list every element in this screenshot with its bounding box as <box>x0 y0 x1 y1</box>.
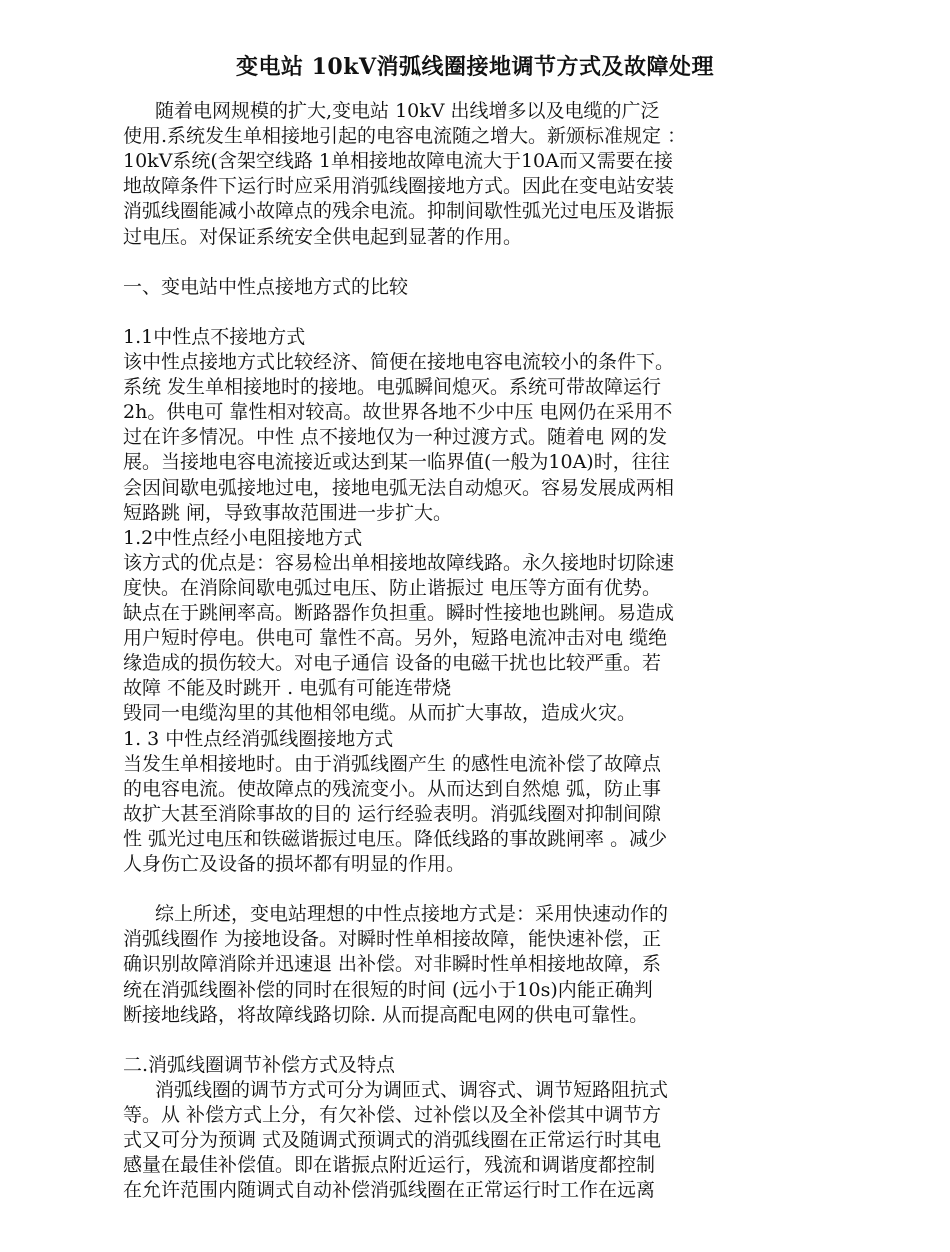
text-line: 消弧线圈能减小故障点的残余电流。抑制间歇性弧光过电压及谐振 <box>123 200 675 223</box>
text-line: 式又可分为预调 式及随调式预调式的消弧线圈在正常运行时其电 <box>123 1129 662 1152</box>
text-line: 度快。在消除间歇电弧过电压、防止谐振过 电压等方面有优势。 <box>123 576 662 599</box>
text-line: 2h。供电可 靠性相对较高。故世界各地不少中压 电网仍在采用不 <box>123 401 673 424</box>
text-line: 故扩大甚至消除事故的目的 运行经验表明。消弧线圈对抑制间隙 <box>123 802 662 825</box>
text-line: 展。当接地电容电流接近或达到某一临界值(一般为10A)时，往往 <box>123 451 670 474</box>
text-line: 1.1中性点不接地方式 <box>123 325 306 348</box>
text-line: 消弧线圈作 为接地设备。对瞬时性单相接故障，能快速补偿，正 <box>123 928 662 951</box>
text-line: 故障 不能及时跳开 . 电弧有可能连带烧 <box>123 677 452 700</box>
text-line: 消弧线圈的调节方式可分为调匝式、调容式、调节短路阻抗式 <box>155 1078 669 1101</box>
text-line: 随着电网规模的扩大,变电站 10kV 出线增多以及电缆的广泛 <box>155 100 660 122</box>
text-line: 综上所述，变电站理想的中性点接地方式是：采用快速动作的 <box>155 903 669 926</box>
text-line: 断接地线路，将故障线路切除. 从而提高配电网的供电可靠性。 <box>123 1003 649 1026</box>
text-line: 该方式的优点是：容易检出单相接地故障线路。永久接地时切除速 <box>123 551 675 574</box>
document-title: 变电站 10kV消弧线圈接地调节方式及故障处理 <box>235 54 715 80</box>
text-line: 短路跳 闸，导致事故范围进一步扩大。 <box>123 501 453 524</box>
text-line: 人身伤亡及设备的损坏都有明显的作用。 <box>123 853 466 875</box>
text-line: 过电压。对保证系统安全供电起到显著的作用。 <box>123 225 523 248</box>
text-line: 地故障条件下运行时应采用消弧线圈接地方式。因此在变电站安装 <box>123 175 675 198</box>
text-line: 等。从 补偿方式上分，有欠补偿、过补偿以及全补偿其中调节方 <box>123 1104 662 1126</box>
text-line: 缘造成的损伤较大。对电子通信 设备的电磁干扰也比较严重。若 <box>123 652 662 675</box>
text-line: 缺点在于跳闸率高。断路器作负担重。瞬时性接地也跳闸。易造成 <box>123 602 675 624</box>
text-line: 感量在最佳补偿值。即在谐振点附近运行，残流和调谐度都控制 <box>123 1154 656 1177</box>
text-line: 过在许多情况。中性 点不接地仅为一种过渡方式。随着电 网的发 <box>123 426 668 449</box>
text-line: 1.2中性点经小电阻接地方式 <box>123 526 363 549</box>
text-line: 使用.系统发生单相接地引起的电容电流随之增大。新颁标准规定 ： <box>123 125 687 148</box>
text-line: 在允许范围内随调式自动补偿消弧线圈在正常运行时工作在远离 <box>123 1179 656 1202</box>
text-line: 该中性点接地方式比较经济、简便在接地电容电流较小的条件下。 <box>123 351 675 373</box>
text-line: 的电容电流。使故障点的残流变小。从而达到自然熄 弧，防止事 <box>123 777 662 800</box>
text-line: 当发生单相接地时。由于消弧线圈产生 的感性电流补偿了故障点 <box>123 752 662 775</box>
text-line: 毁同一电缆沟里的其他相邻电缆。从而扩大事故，造成火灾。 <box>123 702 637 725</box>
text-line: 10kV系统(含架空线路 1单相接地故障电流大于10A而又需要在接 <box>123 150 673 173</box>
text-line: 二.消弧线圈调节补偿方式及特点 <box>123 1053 396 1076</box>
text-line: 统在消弧线圈补偿的同时在很短的时间 (远小于10s)内能正确判 <box>123 978 653 1001</box>
text-line: 确识别故障消除并迅速退 出补偿。对非瞬时性单相接地故障，系 <box>123 953 662 976</box>
text-line: 性 弧光过电压和铁磁谐振过电压。降低线路的事故跳闸率 。减少 <box>123 827 668 850</box>
text-line: 一、变电站中性点接地方式的比较 <box>123 275 409 298</box>
text-line: 系统 发生单相接地时的接地。电弧瞬间熄灭。系统可带故障运行 <box>123 376 662 399</box>
text-line: 1. 3 中性点经消弧线圈接地方式 <box>123 727 394 750</box>
text-line: 用户短时停电。供电可 靠性不高。另外，短路电流冲击对电 缆绝 <box>123 627 668 650</box>
text-line: 会因间歇电弧接地过电，接地电弧无法自动熄灭。容易发展成两相 <box>123 476 675 499</box>
